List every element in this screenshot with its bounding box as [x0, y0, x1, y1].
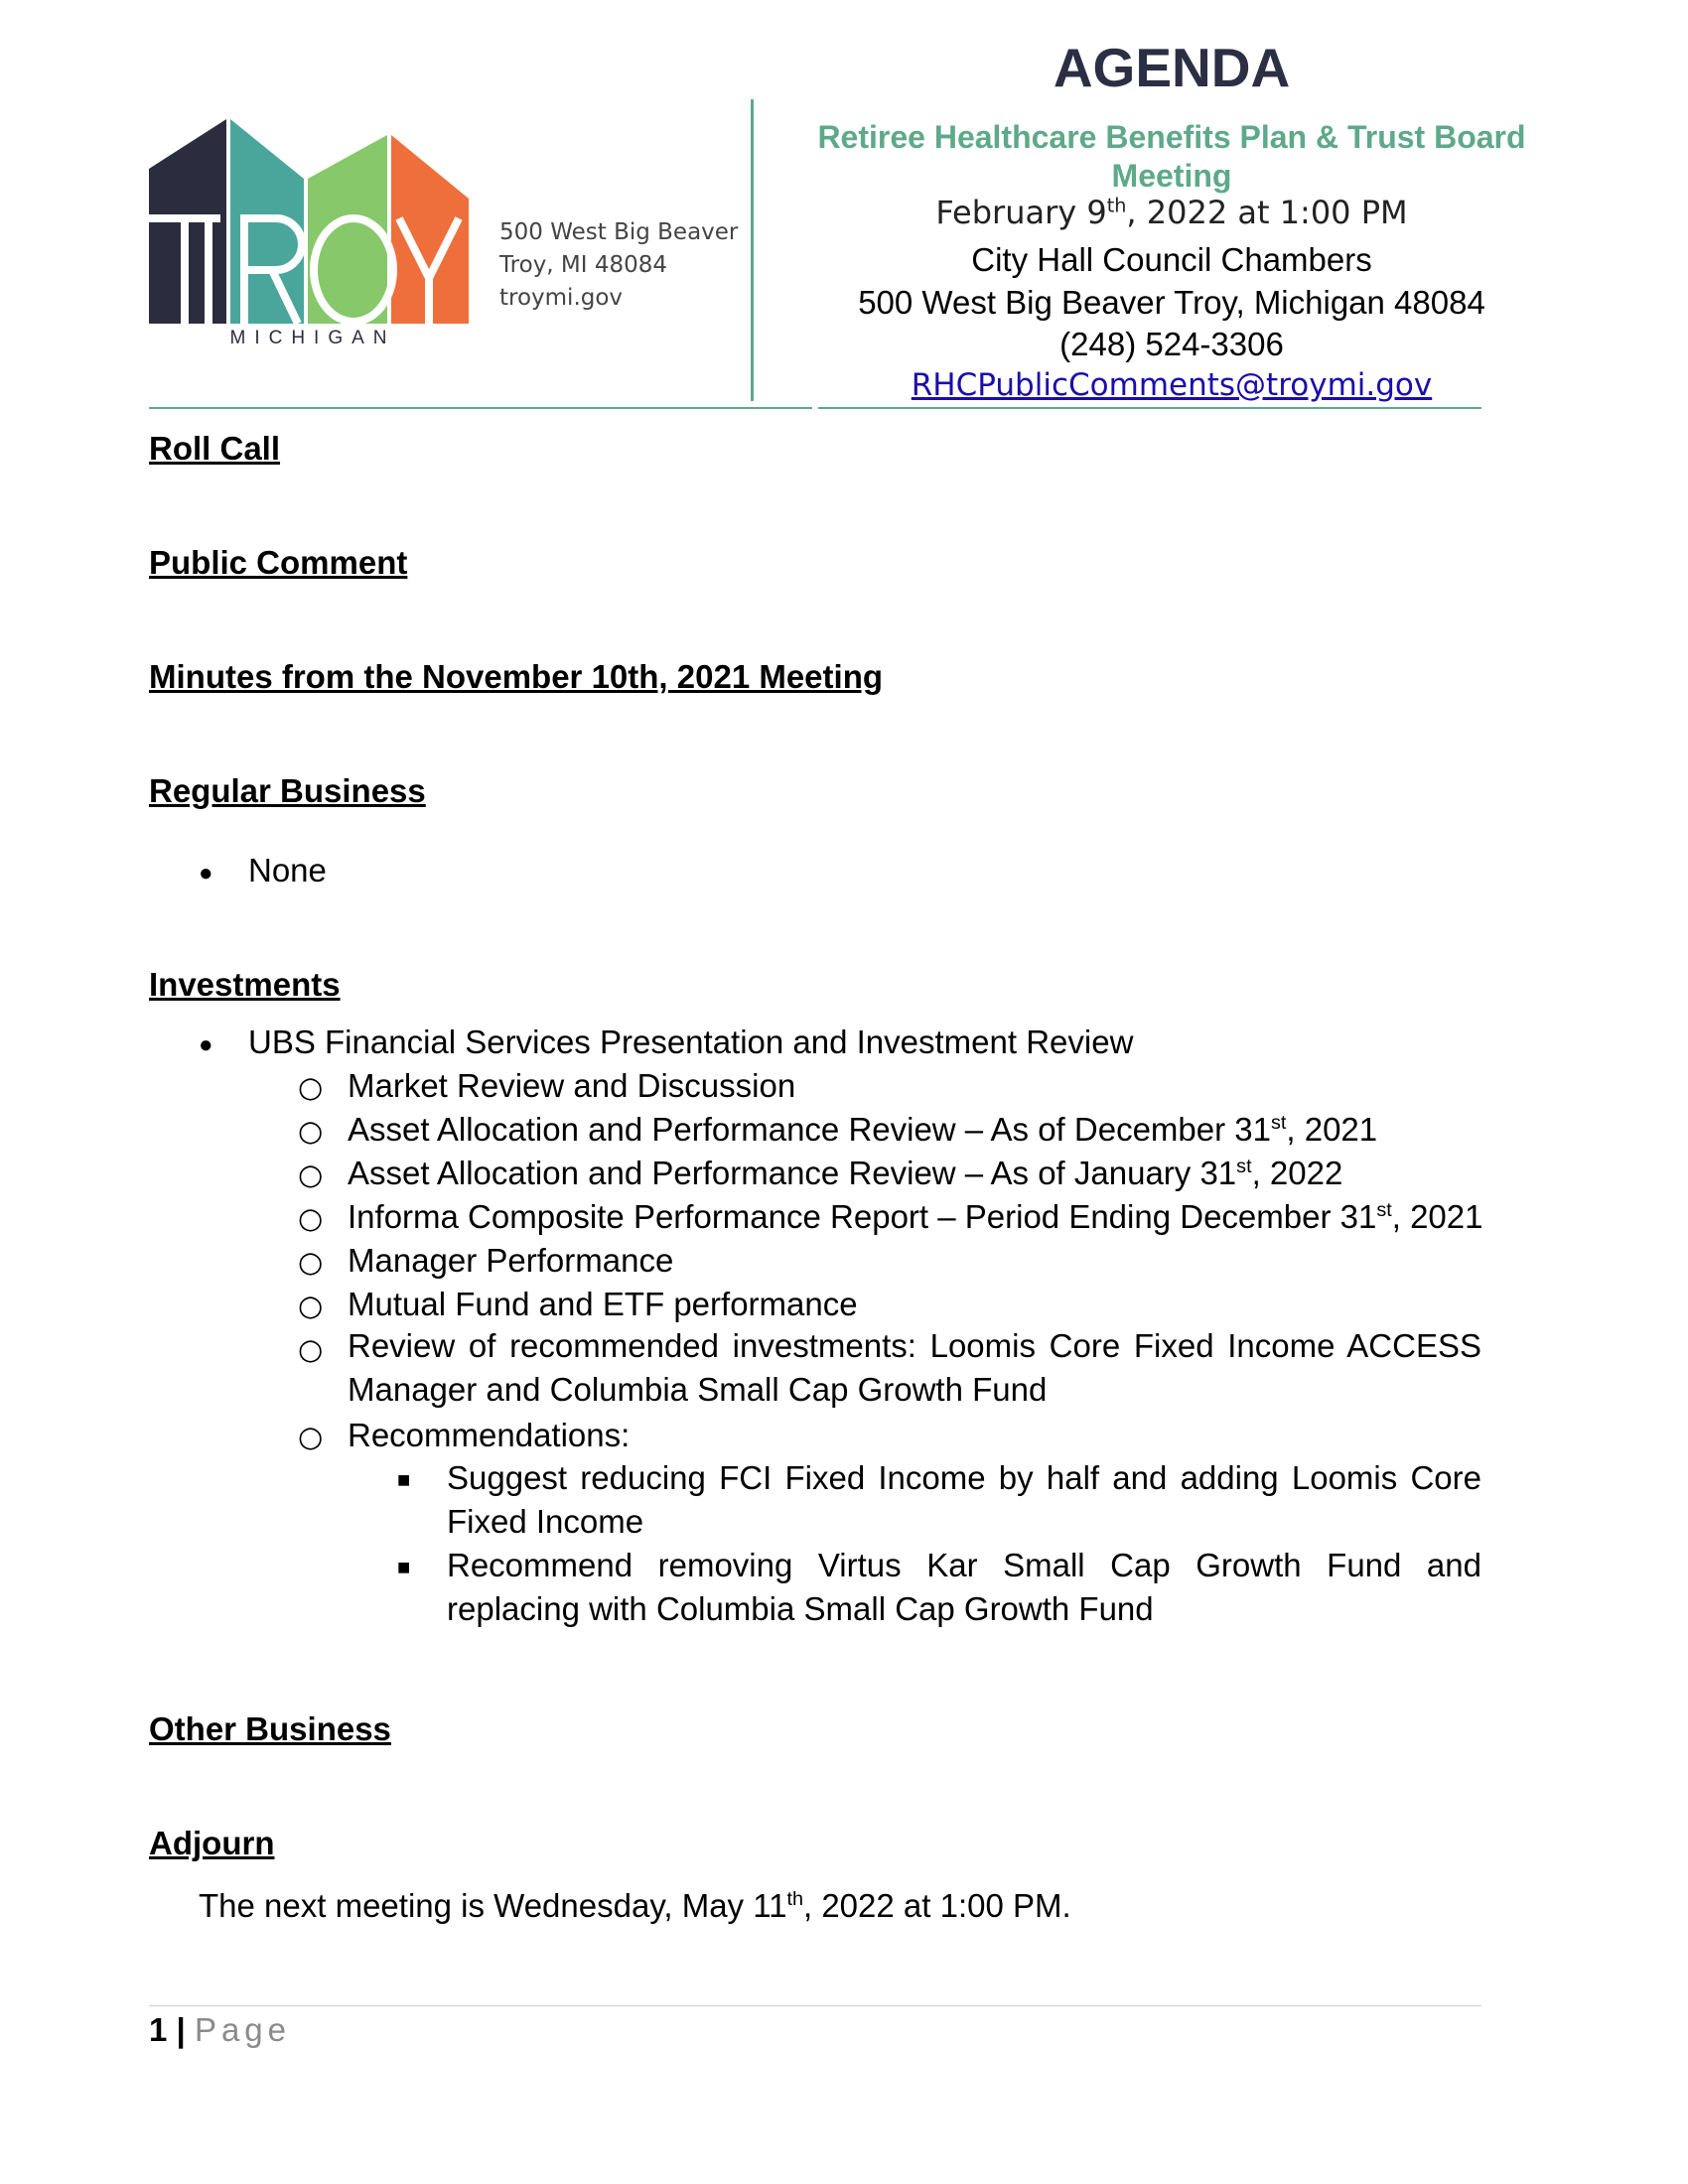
circle-bullet-icon: ○ — [298, 1158, 324, 1191]
sub-item: Market Review and Discussion — [348, 1067, 796, 1104]
sub-item: Mutual Fund and ETF performance — [348, 1286, 858, 1322]
section-public-comment: Public Comment — [149, 544, 408, 581]
bullet-icon: ● — [199, 1031, 213, 1058]
page-footer — [149, 2011, 291, 2049]
recommendation-item: Suggest reducing FCI Fixed Income by half and adding Loomis Core Fixed Income — [447, 1459, 1481, 1540]
header-rule-left — [149, 407, 812, 409]
circle-bullet-icon: ○ — [298, 1114, 324, 1148]
header-divider-vertical — [751, 99, 754, 401]
square-bullet-icon: ■ — [397, 1467, 411, 1492]
footer-rule — [149, 2005, 1481, 2006]
section-minutes: Minutes from the November 10th, 2021 Meeting — [149, 658, 884, 695]
recommendation-item: Recommend removing Virtus Kar Small Cap Growth Fund and replacing with Columbia Small Cap Growth Fund — [447, 1547, 1481, 1627]
sub-item: Recommendations: — [348, 1417, 631, 1453]
investment-item-main: UBS Financial Services Presentation and Investment Review — [248, 1024, 1134, 1060]
section-roll-call: Roll Call — [149, 430, 281, 467]
circle-bullet-icon: ○ — [298, 1289, 324, 1322]
circle-bullet-icon: ○ — [298, 1070, 324, 1104]
page-title: AGENDA — [1053, 37, 1291, 98]
meeting-street: 500 West Big Beaver Troy, Michigan 48084 — [858, 284, 1485, 321]
section-regular-business: Regular Business — [149, 772, 426, 809]
address-line-website[interactable]: troymi.gov — [499, 285, 624, 311]
address-line-street: 500 West Big Beaver — [499, 219, 739, 245]
regular-item: None — [248, 852, 327, 888]
circle-bullet-icon: ○ — [298, 1245, 324, 1279]
circle-bullet-icon: ○ — [298, 1201, 324, 1235]
sub-item: Informa Composite Performance Report – Period Ending December 31st, 2021 — [348, 1198, 1483, 1235]
address-line-city: Troy, MI 48084 — [499, 252, 668, 278]
section-adjourn: Adjourn — [149, 1825, 275, 1861]
meeting-location: City Hall Council Chambers — [971, 241, 1372, 278]
circle-bullet-icon: ○ — [298, 1332, 324, 1366]
footer-separator: | — [167, 2011, 195, 2048]
sub-item: Review of recommended investments: Loomis Core Fixed Income ACCESS Manager and Columbia Small Cap Growth Fund — [348, 1327, 1481, 1408]
bullet-icon: ● — [199, 860, 213, 887]
next-meeting-note: The next meeting is Wednesday, May 11th, 2022 at 1:00 PM. — [199, 1887, 1071, 1924]
meeting-phone: (248) 524-3306 — [1059, 326, 1284, 362]
meeting-date: February 9th, 2022 at 1:00 PM — [935, 194, 1408, 231]
board-name: Retiree Healthcare Benefits Plan & Trust Board Meeting — [817, 119, 1526, 194]
comments-email-link[interactable]: RHCPublicComments@troymi.gov — [911, 367, 1433, 403]
section-investments: Investments — [149, 966, 341, 1003]
section-other-business: Other Business — [149, 1710, 391, 1747]
troy-logo — [149, 119, 477, 357]
header-rule-right — [818, 407, 1481, 409]
square-bullet-icon: ■ — [397, 1555, 411, 1579]
sub-item: Asset Allocation and Performance Review – As of January 31st, 2022 — [348, 1155, 1343, 1191]
city-address — [499, 216, 738, 315]
troy-logo-graphic — [149, 119, 477, 328]
sub-item: Manager Performance — [348, 1242, 674, 1279]
circle-bullet-icon: ○ — [298, 1420, 324, 1453]
page-number: 1 — [149, 2011, 168, 2048]
sub-item: Asset Allocation and Performance Review – As of December 31st, 2021 — [348, 1111, 1378, 1148]
logo-michigan-text: MICHIGAN — [229, 328, 396, 348]
page-label: Page — [194, 2011, 292, 2048]
